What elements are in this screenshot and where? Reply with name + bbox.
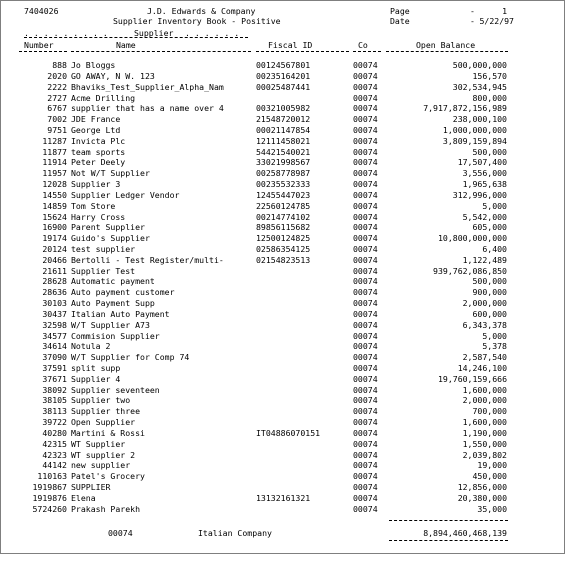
- supplier-number: 38113: [42, 406, 67, 417]
- date-dash: -: [470, 16, 475, 26]
- supplier-name: new supplier: [71, 460, 131, 471]
- page-number: 1: [502, 6, 507, 16]
- supplier-fiscal-id: 89856115682: [256, 222, 311, 233]
- supplier-company: 00074: [353, 114, 378, 125]
- supplier-open-balance: 156,570: [472, 70, 507, 81]
- rule-co: [353, 51, 381, 52]
- supplier-company: 00074: [353, 189, 378, 200]
- supplier-name: Invicta Plc: [71, 135, 126, 146]
- supplier-name: supplier that has a name over 4: [71, 103, 224, 114]
- supplier-company: 00074: [353, 363, 378, 373]
- total-rule-bottom: [389, 540, 508, 541]
- supplier-open-balance: 302,534,945: [452, 81, 507, 92]
- supplier-company: 00074: [353, 330, 378, 341]
- col-co: Co: [358, 40, 368, 50]
- header-line-1: [1, 6, 507, 16]
- supplier-name: Auto Payment Supp: [71, 298, 155, 308]
- supplier-name: Open Supplier: [71, 417, 136, 428]
- supplier-company: 00074: [353, 233, 378, 244]
- supplier-open-balance: 12,856,000: [457, 482, 507, 492]
- supplier-name: test supplier: [71, 243, 136, 254]
- supplier-name: W/T Supplier for Comp 74: [71, 352, 190, 363]
- supplier-open-balance: 2,039,802: [462, 449, 507, 460]
- supplier-open-balance: 1,190,000: [462, 427, 507, 438]
- supplier-company: 00074: [353, 70, 378, 81]
- supplier-name: Acme Drilling: [71, 92, 136, 103]
- supplier-name: Supplier 3: [71, 179, 121, 189]
- supplier-company: 00074: [353, 81, 378, 92]
- supplier-number: 19174: [42, 233, 67, 244]
- program-id: 7404026: [24, 6, 59, 16]
- supplier-number: 37090: [42, 352, 67, 363]
- supplier-open-balance: 5,000: [482, 330, 507, 341]
- supplier-open-balance: 6,343,378: [462, 319, 507, 330]
- supplier-name: Automatic payment: [71, 276, 155, 287]
- supplier-open-balance: 500,000,000: [452, 60, 507, 70]
- supplier-number: 1919867: [32, 482, 67, 492]
- supplier-name: Supplier seventeen: [71, 384, 160, 395]
- supplier-company: 00074: [353, 449, 378, 460]
- supplier-name: GO AWAY, N W. 123: [71, 70, 155, 81]
- dots-right: . . . . . .: [185, 28, 240, 38]
- supplier-open-balance: 1,600,000: [462, 384, 507, 395]
- supplier-open-balance: 3,809,159,894: [442, 135, 507, 146]
- supplier-name: Elena: [71, 492, 96, 503]
- supplier-number: 44142: [42, 460, 67, 471]
- supplier-name: Auto payment customer: [71, 287, 175, 298]
- supplier-name: Supplier Ledger Vendor: [71, 189, 180, 200]
- supplier-fiscal-id: 00214774102: [256, 211, 311, 222]
- supplier-number: 14550: [42, 189, 67, 200]
- supplier-name: Not W/T Supplier: [71, 168, 150, 179]
- supplier-name: SUPPLIER: [71, 482, 111, 492]
- supplier-open-balance: 1,550,000: [462, 438, 507, 449]
- supplier-fiscal-id: 22560124785: [256, 200, 311, 211]
- supplier-number: 11914: [42, 157, 67, 168]
- supplier-open-balance: 3,556,000: [462, 168, 507, 179]
- supplier-number: 110163: [37, 471, 67, 482]
- supplier-open-balance: 450,000: [472, 471, 507, 482]
- supplier-fiscal-id: 12111458021: [256, 135, 311, 146]
- supplier-number: 15624: [42, 211, 67, 222]
- supplier-fiscal-id: 13132161321: [256, 492, 311, 503]
- supplier-name: Harry Cross: [71, 211, 126, 222]
- supplier-number: 6767: [47, 103, 67, 114]
- supplier-open-balance: 5,378: [482, 341, 507, 352]
- supplier-number: 28636: [42, 287, 67, 298]
- supplier-number: 2020: [47, 70, 67, 81]
- supplier-company: 00074: [353, 243, 378, 254]
- supplier-name: Guido's Supplier: [71, 233, 150, 244]
- supplier-number: 7002: [47, 114, 67, 125]
- date-label: Date: [390, 16, 410, 26]
- supplier-company: 00074: [353, 406, 378, 417]
- total-rule-top: [389, 520, 508, 521]
- supplier-number: 11957: [42, 168, 67, 179]
- supplier-number: 5724260: [32, 503, 67, 514]
- group-rule: [24, 37, 248, 38]
- supplier-open-balance: 939,762,086,850: [433, 265, 507, 276]
- col-number: Number: [24, 40, 54, 50]
- supplier-name: Commision Supplier: [71, 330, 160, 341]
- supplier-company: 00074: [353, 319, 378, 330]
- supplier-number: 11877: [42, 146, 67, 157]
- supplier-open-balance: 1,122,489: [462, 254, 507, 265]
- supplier-name: Parent Supplier: [71, 222, 145, 233]
- supplier-number: 34577: [42, 330, 67, 341]
- supplier-fiscal-id: 00235164201: [256, 70, 311, 81]
- total-company-code: 00074: [108, 528, 133, 538]
- total-company-name: Italian Company: [198, 528, 272, 538]
- supplier-company: 00074: [353, 135, 378, 146]
- supplier-fiscal-id: 00235532333: [256, 179, 311, 189]
- supplier-company: 00074: [353, 384, 378, 395]
- supplier-name: Prakash Parekh: [71, 503, 141, 514]
- supplier-open-balance: 1,600,000: [462, 417, 507, 428]
- supplier-number: 37591: [42, 363, 67, 373]
- supplier-company: 00074: [353, 373, 378, 384]
- supplier-open-balance: 7,917,872,156,989: [423, 103, 507, 114]
- grand-total: 8,894,460,468,139: [423, 528, 507, 538]
- supplier-company: 00074: [353, 308, 378, 319]
- supplier-open-balance: 238,000,100: [452, 114, 507, 125]
- supplier-fiscal-id: 33021998567: [256, 157, 311, 168]
- supplier-number: 32598: [42, 319, 67, 330]
- supplier-name: Bhaviks_Test_Supplier_Alpha_Nam: [71, 81, 224, 92]
- supplier-name: Supplier Test: [71, 265, 136, 276]
- supplier-company: 00074: [353, 298, 378, 308]
- company-name: J.D. Edwards & Company: [147, 6, 256, 16]
- supplier-fiscal-id: 54421540021: [256, 146, 311, 157]
- supplier-open-balance: 600,000: [472, 308, 507, 319]
- supplier-open-balance: 5,542,000: [462, 211, 507, 222]
- supplier-number: 20124: [42, 243, 67, 254]
- supplier-number: 21611: [42, 265, 67, 276]
- supplier-fiscal-id: 12500124825: [256, 233, 311, 244]
- supplier-company: 00074: [353, 341, 378, 352]
- report-title: Supplier Inventory Book - Positive: [113, 16, 281, 26]
- supplier-number: 12028: [42, 179, 67, 189]
- supplier-number: 42323: [42, 449, 67, 460]
- supplier-fiscal-id: 12455447023: [256, 189, 311, 200]
- supplier-open-balance: 14,246,100: [457, 363, 507, 373]
- supplier-company: 00074: [353, 60, 378, 70]
- header-line-3: [1, 28, 240, 38]
- supplier-open-balance: 900,000: [472, 287, 507, 298]
- supplier-name: Jo Bloggs: [71, 60, 116, 70]
- supplier-name: Tom Store: [71, 200, 116, 211]
- col-fiscal-id: Fiscal ID: [268, 40, 313, 50]
- supplier-name: W/T Supplier A73: [71, 319, 150, 330]
- supplier-number: 28628: [42, 276, 67, 287]
- supplier-name: split supp: [71, 363, 121, 373]
- supplier-fiscal-id: 00258778987: [256, 168, 311, 179]
- supplier-company: 00074: [353, 200, 378, 211]
- supplier-company: 00074: [353, 287, 378, 298]
- rule-name: [71, 51, 251, 52]
- page-dash: -: [470, 6, 475, 16]
- supplier-number: 34614: [42, 341, 67, 352]
- supplier-name: team sports: [71, 146, 126, 157]
- supplier-open-balance: 2,000,000: [462, 395, 507, 406]
- supplier-number: 39722: [42, 417, 67, 428]
- supplier-company: 00074: [353, 482, 378, 492]
- supplier-fiscal-id: 00321005982: [256, 103, 311, 114]
- supplier-open-balance: 19,760,159,666: [437, 373, 507, 384]
- supplier-name: Patel's Grocery: [71, 471, 145, 482]
- supplier-number: 38105: [42, 395, 67, 406]
- supplier-open-balance: 1,000,000,000: [442, 124, 507, 135]
- supplier-company: 00074: [353, 265, 378, 276]
- supplier-number: 20466: [42, 254, 67, 265]
- supplier-number: 37671: [42, 373, 67, 384]
- supplier-company: 00074: [353, 146, 378, 157]
- supplier-open-balance: 10,800,000,000: [437, 233, 507, 244]
- supplier-fiscal-id: 21548720012: [256, 114, 311, 125]
- supplier-fiscal-id: 00021147854: [256, 124, 311, 135]
- supplier-name: Martini & Rossi: [71, 427, 145, 438]
- supplier-number: 40280: [42, 427, 67, 438]
- supplier-open-balance: 1,965,638: [462, 179, 507, 189]
- supplier-number: 30437: [42, 308, 67, 319]
- supplier-company: 00074: [353, 492, 378, 503]
- rule-fiscal-id: [256, 51, 349, 52]
- supplier-name: George Ltd: [71, 124, 121, 135]
- supplier-fiscal-id: IT04886070151: [256, 427, 321, 438]
- supplier-fiscal-id: 02154823513: [256, 254, 311, 265]
- supplier-fiscal-id: 00025487441: [256, 81, 311, 92]
- supplier-company: 00074: [353, 179, 378, 189]
- supplier-company: 00074: [353, 438, 378, 449]
- supplier-number: 16900: [42, 222, 67, 233]
- supplier-number: 30103: [42, 298, 67, 308]
- header-line-2: [1, 16, 514, 26]
- supplier-company: 00074: [353, 471, 378, 482]
- supplier-name: Supplier two: [71, 395, 131, 406]
- supplier-name: WT supplier 2: [71, 449, 136, 460]
- supplier-open-balance: 700,000: [472, 406, 507, 417]
- supplier-company: 00074: [353, 124, 378, 135]
- supplier-company: 00074: [353, 417, 378, 428]
- total-row: [1, 528, 507, 538]
- supplier-name: Bertolli - Test Register/multi-: [71, 254, 224, 265]
- supplier-name: WT Supplier: [71, 438, 126, 449]
- supplier-name: Italian Auto Payment: [71, 308, 170, 319]
- rule-number: [19, 51, 67, 52]
- supplier-number: 42315: [42, 438, 67, 449]
- rule-open-balance: [386, 51, 508, 52]
- supplier-fiscal-id: 02586354125: [256, 243, 311, 254]
- supplier-company: 00074: [353, 427, 378, 438]
- supplier-open-balance: 19,000: [477, 460, 507, 471]
- supplier-fiscal-id: 00124567801: [256, 60, 311, 70]
- supplier-open-balance: 800,000: [472, 92, 507, 103]
- supplier-number: 2727: [47, 92, 67, 103]
- supplier-company: 00074: [353, 503, 378, 514]
- supplier-company: 00074: [353, 211, 378, 222]
- supplier-number: 2222: [47, 81, 67, 92]
- supplier-company: 00074: [353, 352, 378, 363]
- supplier-open-balance: 2,000,000: [462, 298, 507, 308]
- supplier-number: 11287: [42, 135, 67, 146]
- supplier-name: JDE France: [71, 114, 121, 125]
- supplier-open-balance: 20,380,000: [457, 492, 507, 503]
- supplier-company: 00074: [353, 276, 378, 287]
- supplier-name: Supplier 4: [71, 373, 121, 384]
- supplier-number: 888: [52, 60, 67, 70]
- supplier-name: Notula 2: [71, 341, 111, 352]
- dots-left: . . . . . . . . .: [24, 28, 108, 38]
- supplier-company: 00074: [353, 92, 378, 103]
- page-label: Page: [390, 6, 410, 16]
- supplier-number: 38092: [42, 384, 67, 395]
- supplier-number: 14859: [42, 200, 67, 211]
- col-name: Name: [116, 40, 136, 50]
- supplier-open-balance: 17,507,400: [457, 157, 507, 168]
- supplier-open-balance: 500,000: [472, 276, 507, 287]
- supplier-company: 00074: [353, 103, 378, 114]
- supplier-open-balance: 605,000: [472, 222, 507, 233]
- col-open-balance: Open Balance: [416, 40, 476, 50]
- supplier-open-balance: 312,996,000: [452, 189, 507, 200]
- supplier-company: 00074: [353, 395, 378, 406]
- column-header-row: [1, 40, 476, 50]
- supplier-company: 00074: [353, 222, 378, 233]
- group-label: Supplier: [134, 28, 174, 38]
- supplier-open-balance: 500,000: [472, 146, 507, 157]
- supplier-name: Supplier three: [71, 406, 141, 417]
- supplier-number: 9751: [47, 124, 67, 135]
- supplier-company: 00074: [353, 157, 378, 168]
- supplier-company: 00074: [353, 254, 378, 265]
- supplier-open-balance: 35,000: [477, 503, 507, 514]
- supplier-open-balance: 5,000: [482, 200, 507, 211]
- supplier-number: 1919876: [32, 492, 67, 503]
- supplier-open-balance: 2,587,540: [462, 352, 507, 363]
- supplier-company: 00074: [353, 460, 378, 471]
- supplier-company: 00074: [353, 168, 378, 179]
- supplier-name: Peter Deely: [71, 157, 126, 168]
- supplier-open-balance: 6,400: [482, 243, 507, 254]
- report-date: 5/22/97: [479, 16, 514, 26]
